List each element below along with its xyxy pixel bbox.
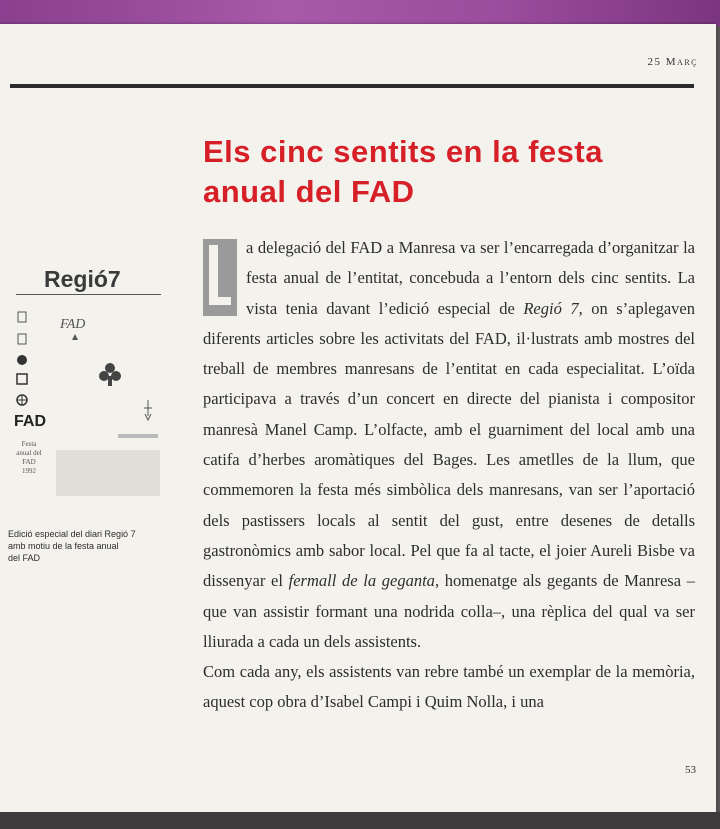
- title-line-2: anual del FAD: [203, 174, 415, 209]
- regio7-logo: Regió7: [44, 266, 121, 292]
- article-title: [203, 132, 683, 212]
- dropcap: [203, 239, 237, 316]
- paragraph-1: a delegació del FAD a Manresa va ser l’encarregada d’organitzar la festa anual de l’entitat, concebuda a l’entorn dels cinc sentits. La vista tenia davant l’edició especial de Regió 7, on s’aplegaven diferents articles sobre les activitats del FAD, il·lustrats amb mostres del treball de membres manresans de l’entitat en cada especialitat. L’oïda participava a través d’un concert en directe del pianista i compositor manresà Manel Camp. L’olfacte, amb el guarniment del local amb una catifa d’herbes aromàtiques del Bages. Les ametlles de la llum, que commemoren la festa més simbòlica dels manresans, van ser l’aportació dels pastissers locals al sentit del gust, entre desenes de detalls gastronòmics amb sabor local. Pel que fa al tacte, el joier Aureli Bisbe va dissenyar el fermall de la geganta, homenatge als gegants de Manresa –que van assistir formant una nodrida colla–, una rèplica del qual va ser lliurada a cada un dels assistents.: [203, 238, 696, 651]
- paragraph-2: Com cada any, els assistents van rebre també un exemplar de la memòria, aquest cop obra d’Isabel Campi i Quim Nolla, i una: [203, 662, 695, 712]
- logo-rule: [16, 294, 161, 295]
- page-number: 53: [685, 764, 696, 776]
- thumbnail-caption: Festa anual del FAD 1992: [16, 440, 42, 475]
- top-purple-band: [0, 0, 720, 26]
- fad-logo-big: FAD: [14, 413, 46, 430]
- fad-sketch-small: FAD: [60, 317, 86, 332]
- icon-column: [17, 312, 27, 405]
- title-line-1: Els cinc sentits en la festa: [203, 134, 603, 169]
- article-body: [203, 233, 695, 718]
- figure-caption: Edició especial del diari Regió 7 amb motiu de la festa anual del FAD: [8, 529, 136, 563]
- bottom-dark-band: [0, 812, 720, 829]
- header-rule: [10, 84, 694, 88]
- running-head: 25 Març: [647, 56, 698, 68]
- dropcap-letter-l: [203, 239, 237, 316]
- newspaper-illustration: [8, 306, 164, 506]
- club-icon: [99, 363, 121, 386]
